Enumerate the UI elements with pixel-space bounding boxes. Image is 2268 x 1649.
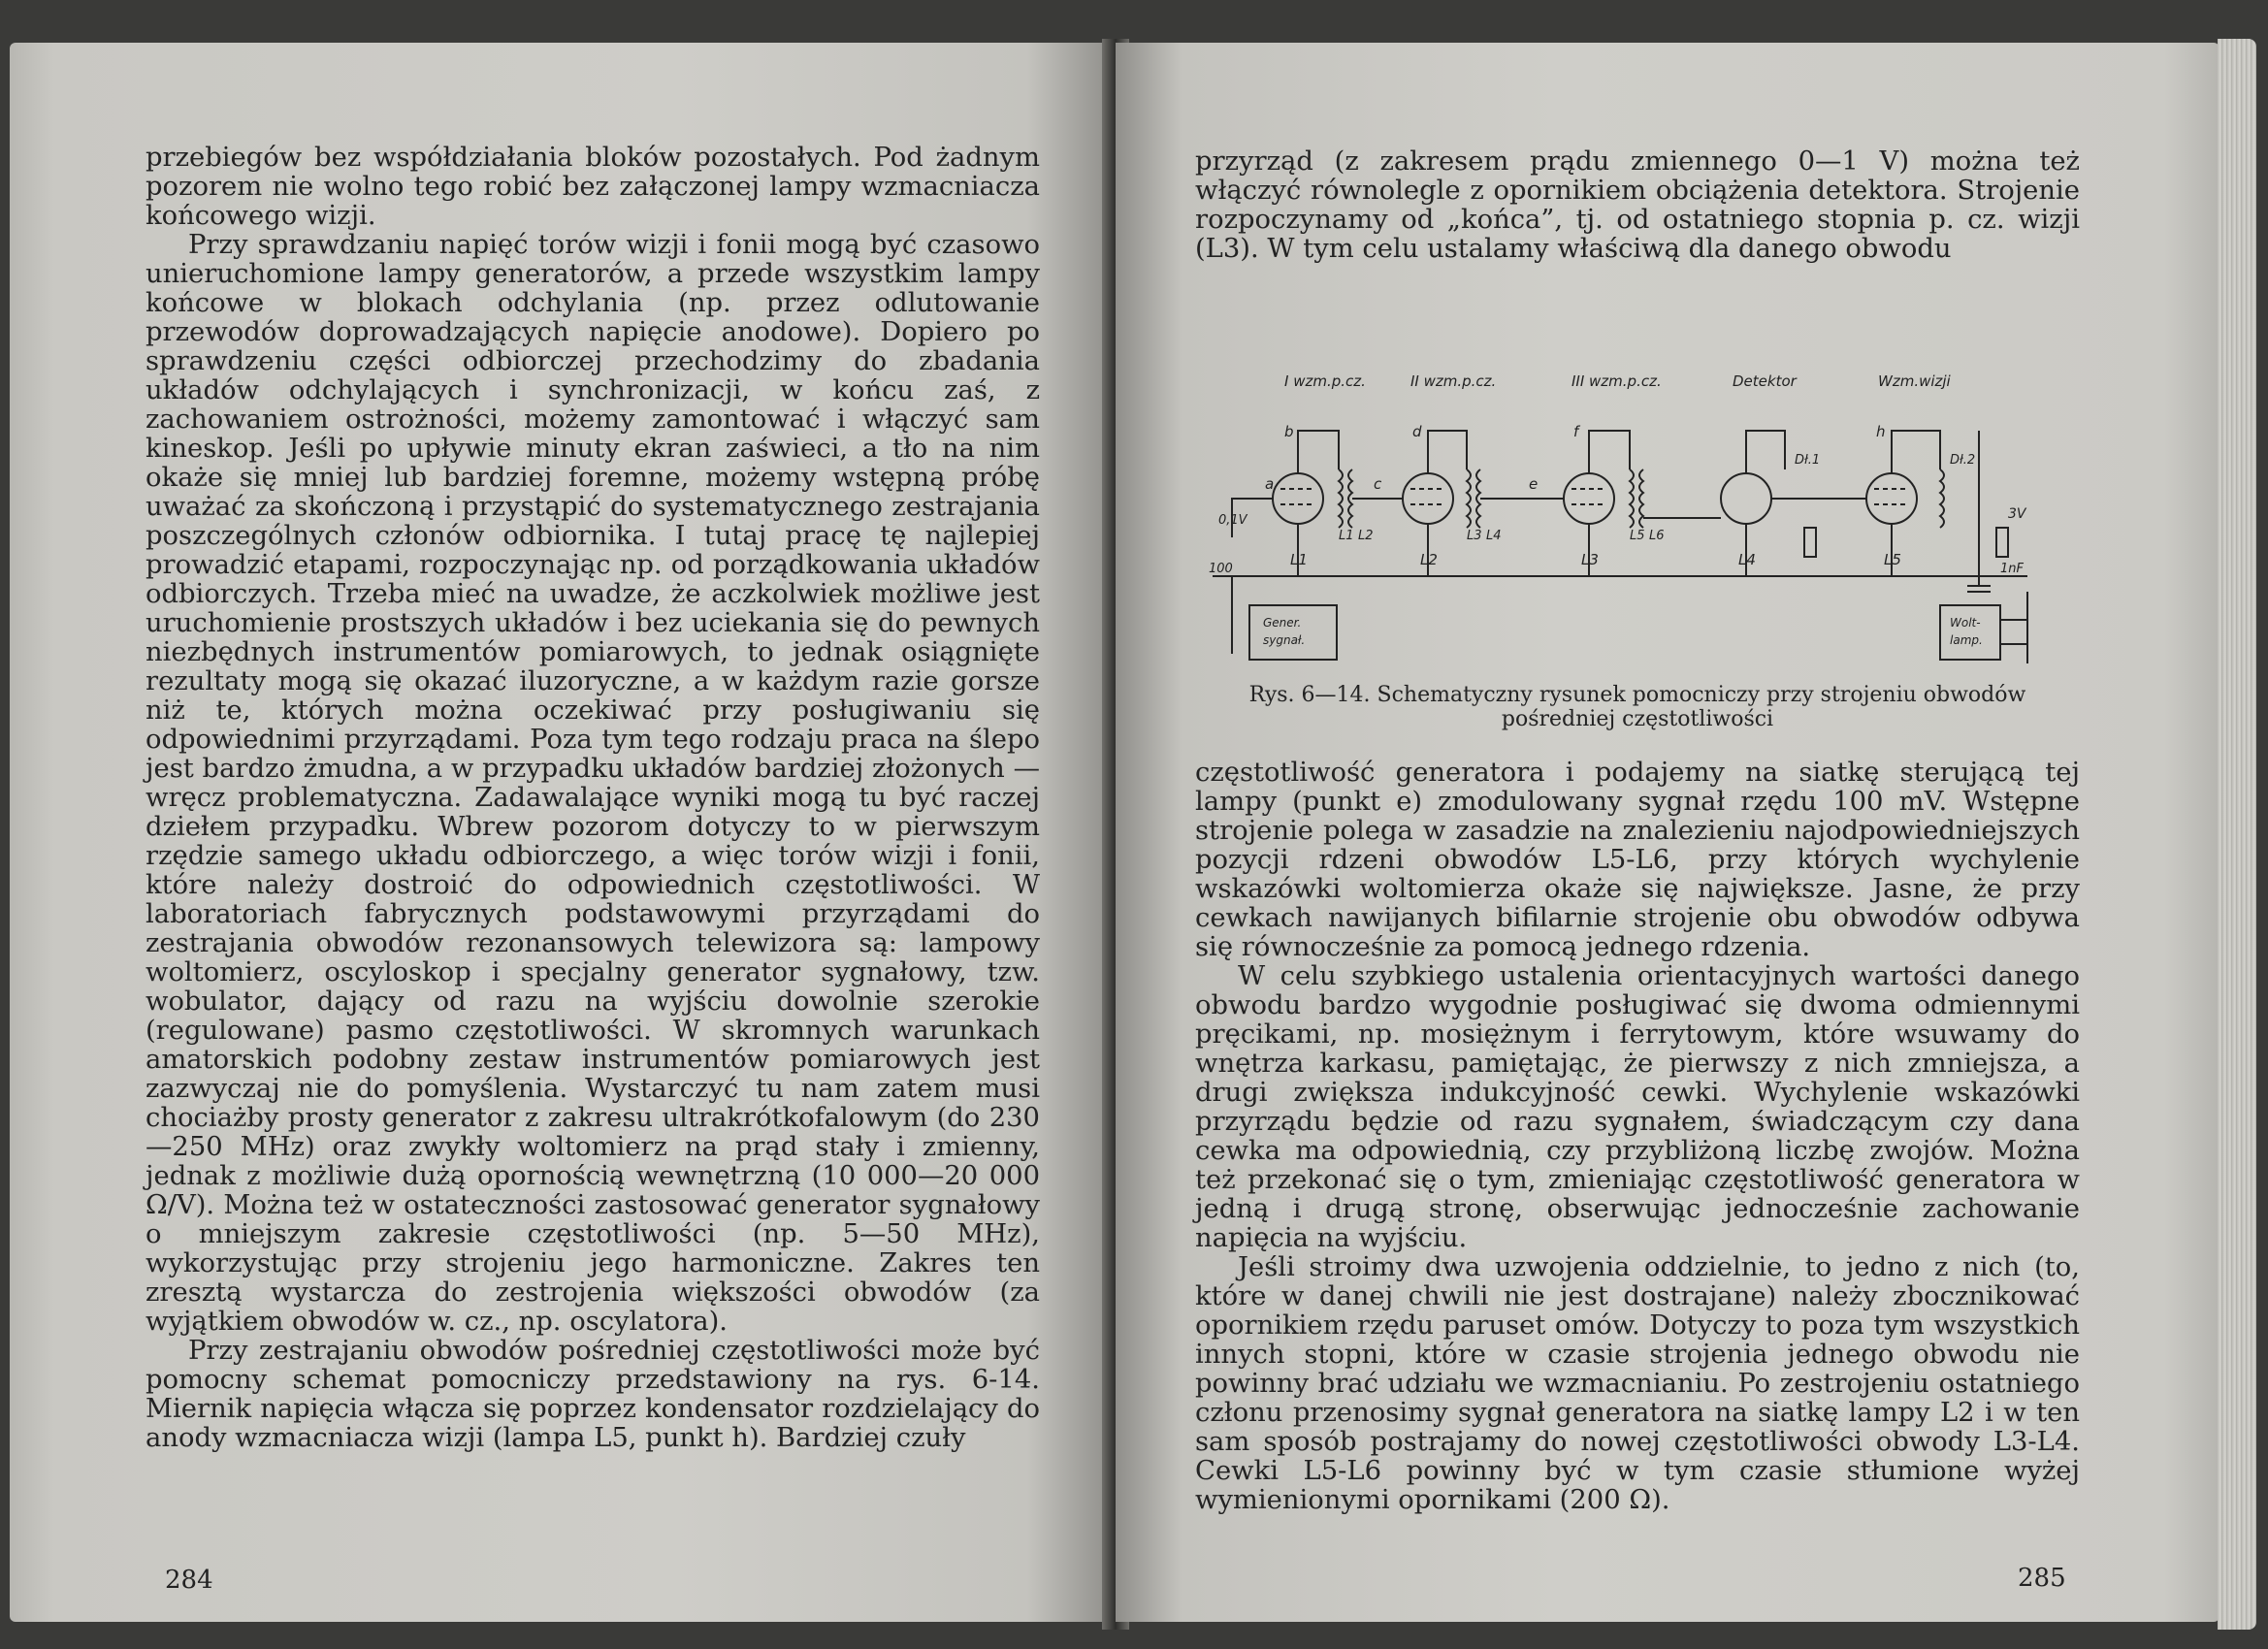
tube-label: L2 xyxy=(1420,551,1438,568)
figure-caption xyxy=(1195,683,2080,731)
page-number: 285 xyxy=(2018,1564,2066,1593)
point-label: e xyxy=(1529,475,1539,493)
point-label: h xyxy=(1876,423,1886,440)
paragraph: W celu szybkiego ustalenia orientacyjnych wartości danego obwodu bardzo wygodnie posługiwać się dwoma odmiennymi pręcikami, np. mosiężnym i ferrytowym, które wsuwamy do wnętrza karkasu, pamiętając, że pierwszy z nich zmniejsza, a drugi zwiększa indukcyjność cewki. Wychylenie wskazówki przyrządu będzie od razu sygnałem, świadczącym czy dana cewka ma odpowiednią, czy przybliżoną liczbę zwojów. Można też przekonać się o tym, zmieniając częstotliwość generatora w jedną i drugą stronę, obserwując jednocześnie zachowanie napięcia na wyjściu. xyxy=(1195,961,2080,1253)
tube-label: L3 xyxy=(1581,551,1599,568)
coil-label: L1 xyxy=(1339,529,1354,543)
voltmeter-label: lamp. xyxy=(1950,633,1983,647)
paragraph: przyrząd (z zakresem prądu zmiennego 0—1 V) można też włączyć równolegle z opornikiem obciążenia detektora. Strojenie rozpoczynamy od „końca”, tj. od ostatniego stopnia p. cz. wizji (L3). W tym celu ustalamy właściwą dla danego obwodu xyxy=(1195,146,2080,264)
paragraph: Jeśli stroimy dwa uzwojenia oddzielnie, to jedno z nich (to, które w danej chwili nie jest dostrajane) należy zbocznikować opornikiem rzędu paruset omów. Dotyczy to poza tym wszystkich innych stopni, które w czasie strojenia jednego obwodu nie powinny brać udziału we wzmacnianiu. Po zestrojeniu ostatniego członu przenosimy sygnał generatora na siatkę lampy L2 i w ten sam sposób postrajamy do nowej częstotliwości obwody L3-L4. Cewki L5-L6 powinny być w tym czasie stłumione wyżej wymienionymi opornikami (200 Ω). xyxy=(1195,1252,2080,1515)
point-label: c xyxy=(1374,475,1382,493)
caption-line: pośredniej częstotliwości xyxy=(1501,707,1774,731)
stage-label: Wzm.wizji xyxy=(1878,372,1951,390)
input-voltage: 0,1V xyxy=(1218,513,1247,528)
tube-label: L5 xyxy=(1884,551,1901,568)
point-label: b xyxy=(1284,423,1294,440)
left-page xyxy=(10,43,1116,1622)
voltmeter-box xyxy=(1940,605,2000,660)
stage-label: Detektor xyxy=(1733,372,1797,390)
tube-label: L4 xyxy=(1738,551,1756,568)
input-value: 100 xyxy=(1209,562,1233,576)
paragraph: częstotliwość generatora i podajemy na siatkę sterującą tej lampy (punkt e) zmodulowany sygnał rzędu 100 mV. Wstępne strojenie polega w zasadzie na znalezieniu najodpowiedniejszych pozycji rdzeni obwodów L5-L6, przy których wychylenie wskazówki woltomierza okaże się największe. Jasne, że przy cewkach nawijanych bifilarnie strojenie obu obwodów odbywa się równocześnie za pomocą jednego rdzenia. xyxy=(1195,758,2080,962)
coil-label: L5 xyxy=(1630,529,1645,543)
voltmeter-label: Wolt- xyxy=(1950,616,1981,630)
tube-l3 xyxy=(1564,473,1614,524)
choke-label: Dł.1 xyxy=(1795,453,1821,468)
coil-label: L6 xyxy=(1649,529,1665,543)
paragraph: Przy zestrajaniu obwodów pośredniej częstotliwości może być pomocny schemat pomocniczy przedstawiony na rys. 6-14. Miernik napięcia włącza się poprzez kondensator rozdzielający do anody wzmacniacza wizji (lampa L5, punkt h). Bardziej czuły xyxy=(146,1336,1040,1453)
tube-l4 xyxy=(1721,473,1771,524)
right-page-text-bottom xyxy=(1195,759,2080,1515)
point-label: a xyxy=(1265,475,1275,493)
page-number: 284 xyxy=(165,1566,213,1595)
coil-label: L3 xyxy=(1467,529,1482,543)
left-page-text xyxy=(146,144,1040,1453)
paragraph: przebiegów bez współdziałania bloków pozostałych. Pod żadnym pozorem nie wolno tego robić bez załączonej lampy wzmacniacza końcowego wizji. xyxy=(146,143,1040,231)
generator-label: sygnał. xyxy=(1263,633,1306,647)
stage-label: II wzm.p.cz. xyxy=(1410,372,1497,390)
page-edges xyxy=(2218,39,2256,1630)
point-label: f xyxy=(1573,423,1579,440)
tube-l2 xyxy=(1403,473,1453,524)
stage-label: I wzm.p.cz. xyxy=(1284,372,1366,390)
choke-label: Dł.2 xyxy=(1950,453,1976,468)
coil-label: L2 xyxy=(1358,529,1374,543)
paragraph: Przy sprawdzaniu napięć torów wizji i fonii mogą być czasowo unieruchomione lampy generatorów, a przede wszystkim lampy końcowe w blokach odchylania (np. przez odlutowanie przewodów doprowadzających napięcie anodowe). Dopiero po sprawdzeniu części odbiorczej przechodzimy do zbadania układów odchylających i synchronizacji, w końcu zaś, z zachowaniem ostrożności, możemy zamontować i włączyć sam kineskop. Jeśli po upływie minuty ekran zaświeci, a tło na nim okaże się mniej lub bardziej foremne, możemy wstępną próbę uważać za skończoną i przystąpić do systematycznego zestrajania poszczególnych członów odbiornika. I tutaj pracę tę najlepiej prowadzić etapami, rozpoczynając np. od porządkowania układów odbiorczych. Trzeba mieć na uwadze, że aczkolwiek możliwe jest uruchomienie prostszych układów i bez uciekania się do pewnych niezbędnych instrumentów pomiarowych, to jednak osiągnięte rezultaty mogą się okazać iluzoryczne, a w każdym razie gorsze niż te, których można oczekiwać przy posługiwaniu się odpowiednimi przyrządami. Poza tym tego rodzaju praca na ślepo jest bardzo żmudna, a w przypadku układów bardziej złożonych — wręcz problematyczna. Zadawalające wyniki mogą tu być raczej dziełem przypadku. Wbrew pozorom dotyczy to w pierwszym rzędzie samego układu odbiorczego, a więc torów wizji i fonii, które należy dostroić do odpowiednich częstotliwości. W laboratoriach fabrycznych podstawowymi przyrządami do zestrajania obwodów rezonansowych telewizora są: lampowy woltomierz, oscyloskop i specjalny generator sygnałowy, tzw. wobulator, dający od razu na wyjściu dowolnie szerokie (regulowane) pasmo częstotliwości. W skromnych warunkach amatorskich podobny zestaw instrumentów pomiarowych jest zazwyczaj nie do pomyślenia. Wystarczyć tu nam zatem musi chociażby prosty generator z zakresu ultrakrótkofalowym (do 230—250 MHz) oraz zwykły woltomierz na prąd stały i zmienny, jednak z możliwie dużą opornością wewnętrzną (10 000—20 000 Ω/V). Można też w ostateczności zastosować generator sygnałowy o mniejszym zakresie częstotliwości (np. 5—50 MHz), wykorzystując przy strojeniu jego harmoniczne. Zakres ten zresztą wystarcza do zestrojenia większości obwodów (za wyjątkiem obwodów w. cz., np. oscylatora). xyxy=(146,230,1040,1337)
stage-label: III wzm.p.cz. xyxy=(1571,372,1662,390)
generator-label: Gener. xyxy=(1263,616,1302,630)
generator-box xyxy=(1249,605,1337,660)
point-label: d xyxy=(1412,423,1422,440)
circuit-diagram-svg xyxy=(1183,363,2086,673)
circuit-diagram xyxy=(1183,363,2086,673)
right-page xyxy=(1116,43,2219,1622)
tube-l1 xyxy=(1273,473,1323,524)
caption-line: Rys. 6—14. Schematyczny rysunek pomocniczy przy strojeniu obwodów xyxy=(1248,683,2026,707)
right-page-text-top xyxy=(1195,147,2080,264)
meter-cap: 1nF xyxy=(2000,562,2024,576)
tube-label: L1 xyxy=(1290,551,1308,568)
coil-label: L4 xyxy=(1486,529,1502,543)
meter-voltage: 3V xyxy=(2008,506,2026,522)
tube-l5 xyxy=(1866,473,1917,524)
